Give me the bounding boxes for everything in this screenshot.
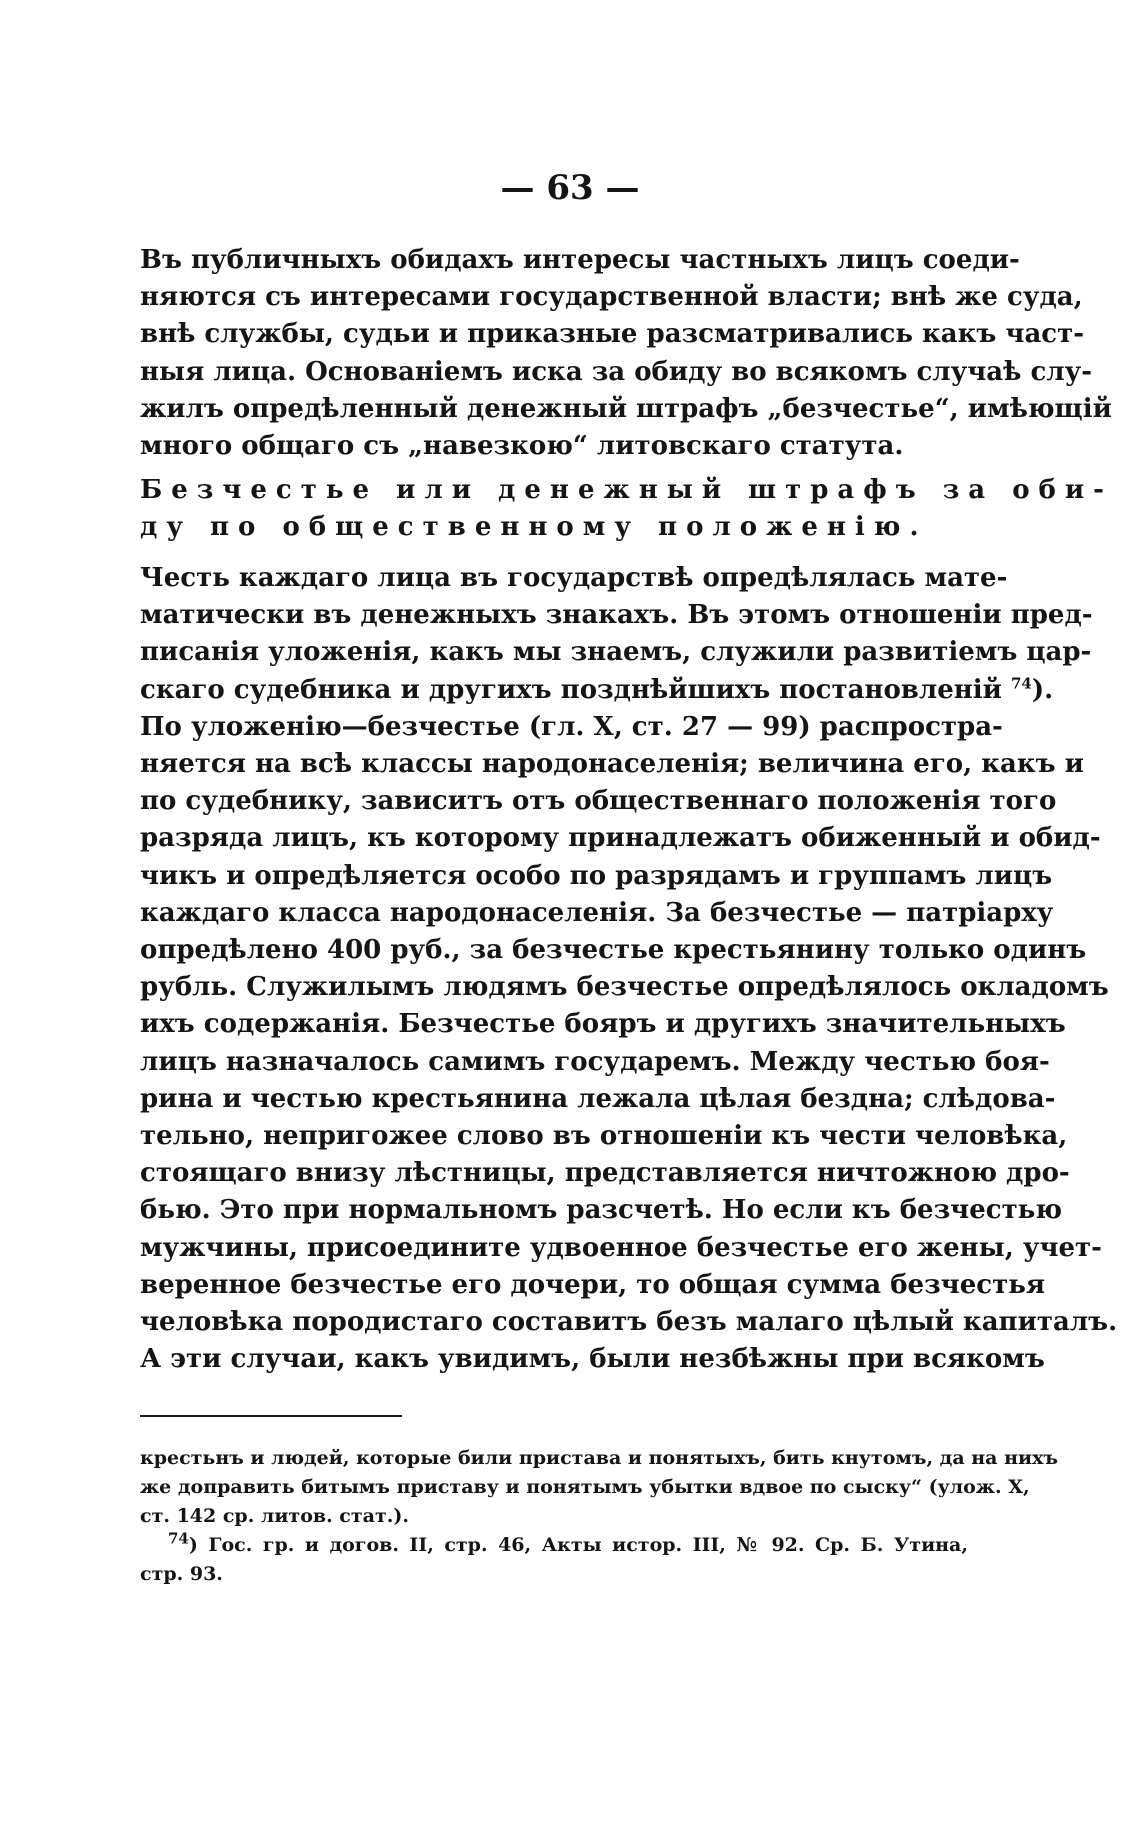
text-line: каждаго класса народонаселенія. За безчестье — патріарху bbox=[140, 897, 1054, 928]
text-line: человѣка породистаго составитъ безъ малаго цѣлый капиталъ. bbox=[140, 1307, 1118, 1338]
footnote-ref-74: 74 bbox=[1011, 673, 1032, 692]
text-line: По уложенію—безчестье (гл. X, ст. 27 — 99) распростра- bbox=[140, 711, 1003, 742]
footnote-line: же доправить битымъ приставу и понятымъ убытки вдвое по сыску“ (улож. X, bbox=[140, 1476, 1030, 1498]
text-line: матически въ денежныхъ знакахъ. Въ этомъ отношеніи пред- bbox=[140, 600, 1093, 631]
text-line: много общаго съ „навезкою“ литовскаго статута. bbox=[140, 431, 904, 462]
footnote-74-marker: 74 bbox=[168, 1529, 189, 1548]
text-line: бью. Это при нормальномъ разсчетѣ. Но если къ безчестью bbox=[140, 1195, 1062, 1226]
footnote-line: стр. 93. bbox=[140, 1563, 223, 1585]
text-line: внѣ службы, судьи и приказные разсматривались какъ част- bbox=[140, 319, 1085, 350]
text-line: ихъ содержанія. Безчестье бояръ и другихъ значительныхъ bbox=[140, 1009, 1066, 1040]
text-line: тельно, непригожее слово въ отношеніи къ чести человѣка, bbox=[140, 1121, 1068, 1152]
text-line: по судебнику, зависитъ отъ общественнаго положенія того bbox=[140, 786, 1057, 817]
text-line: А эти случаи, какъ увидимъ, были незбѣжны при всякомъ bbox=[140, 1344, 1045, 1375]
heading-line: Безчестье или денежный штрафъ за оби- bbox=[140, 475, 1113, 505]
footnote-ref-close: ). bbox=[1031, 674, 1054, 705]
text-line: жилъ опредѣленный денежный штрафъ „безчестье“, имѣющій bbox=[140, 393, 1112, 424]
footnote-divider bbox=[140, 1415, 402, 1417]
footnote-74 bbox=[140, 1531, 968, 1560]
footnote-74-text: ) Гос. гр. и догов. II, стр. 46, Акты истор. III, № 92. Ср. Б. Утина, bbox=[188, 1534, 968, 1556]
text-line: лицъ назначалось самимъ государемъ. Между честью боя- bbox=[140, 1046, 1050, 1077]
footnote-line: крестьнъ и людей, которые били пристава и понятыхъ, бить кнутомъ, да на нихъ bbox=[140, 1447, 1058, 1469]
text-line: писанія уложенія, какъ мы знаемъ, служили развитіемъ цар- bbox=[140, 637, 1092, 668]
text-line: чикъ и опредѣляется особо по разрядамъ и группамъ лицъ bbox=[140, 860, 1053, 891]
text-fragment: скаго судебника и другихъ позднѣйшихъ постановленій bbox=[140, 674, 1002, 705]
text-line: няется на всѣ классы народонаселенія; величина его, какъ и bbox=[140, 749, 1084, 780]
text-line: мужчины, присоедините удвоенное безчестье его жены, учет- bbox=[140, 1232, 1102, 1263]
text-line: ныя лица. Основаніемъ иска за обиду во всякомъ случаѣ слу- bbox=[140, 356, 1093, 387]
paragraph-honor-in-money bbox=[140, 560, 1118, 1378]
text-line-with-footnote-ref bbox=[140, 672, 1054, 709]
text-line: Честь каждаго лица въ государствѣ опредѣлялась мате- bbox=[140, 563, 1008, 593]
footnotes bbox=[140, 1444, 1058, 1589]
section-heading bbox=[140, 472, 1113, 546]
footnote-line: ст. 142 ср. литов. стат.). bbox=[140, 1505, 409, 1527]
text-line: опредѣлено 400 руб., за безчестье крестьянину только одинъ bbox=[140, 935, 1087, 966]
text-line: рубль. Служилымъ людямъ безчестье опредѣлялось окладомъ bbox=[140, 972, 1109, 1003]
text-line: Въ публичныхъ обидахъ интересы частныхъ лицъ соеди- bbox=[140, 245, 1020, 275]
text-line: разряда лицъ, къ которому принадлежатъ обиженный и обид- bbox=[140, 823, 1101, 854]
text-line: веренное безчестье его дочери, то общая сумма безчестья bbox=[140, 1269, 1046, 1300]
heading-line: ду по общественному положенію. bbox=[140, 512, 928, 543]
text-line: стоящаго внизу лѣстницы, представляется ничтожною дро- bbox=[140, 1158, 1070, 1189]
text-line: няются съ интересами государственной власти; внѣ же суда, bbox=[140, 282, 1083, 313]
paragraph-public-insults bbox=[140, 242, 1112, 465]
page-number: — 63 — bbox=[500, 168, 640, 208]
text-line: рина и честью крестьянина лежала цѣлая бездна; слѣдова- bbox=[140, 1083, 1056, 1114]
